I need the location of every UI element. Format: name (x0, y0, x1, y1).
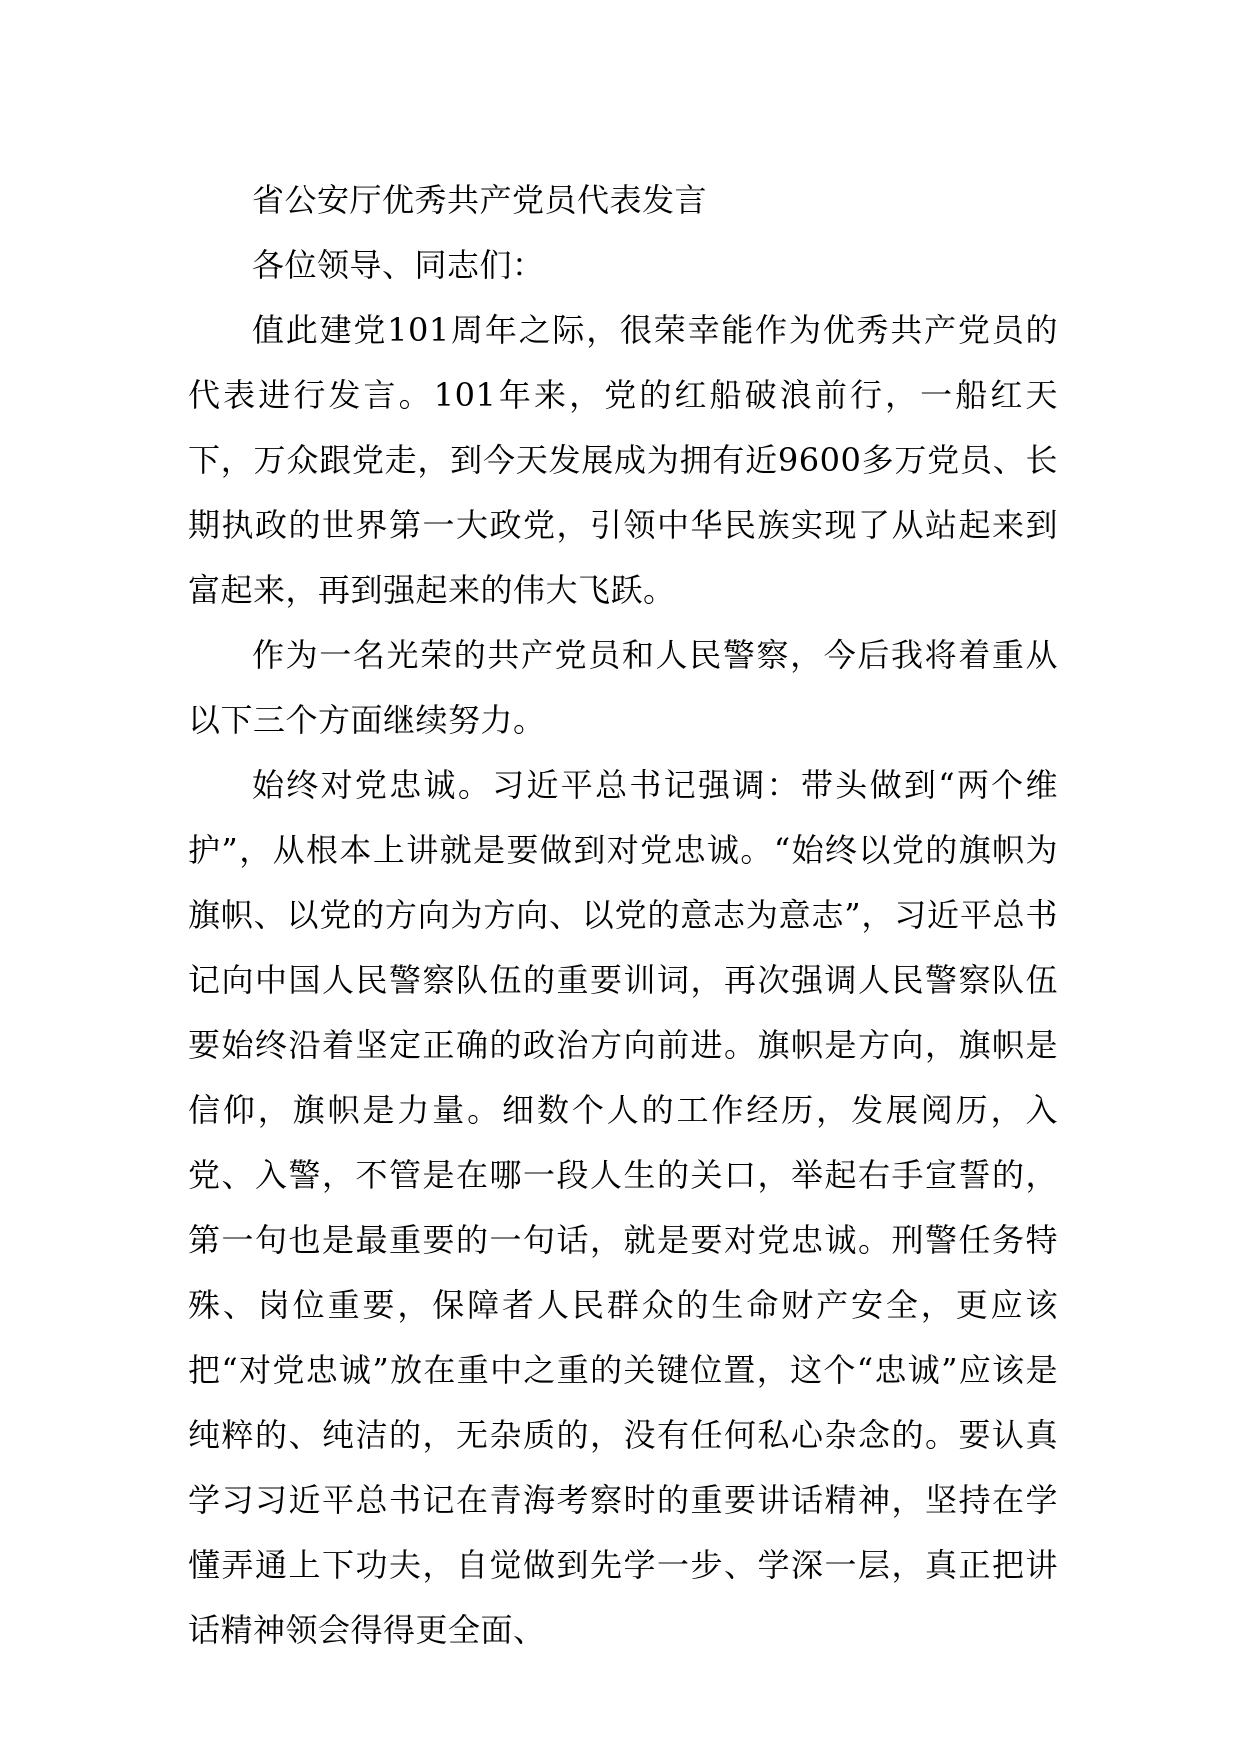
paragraph-loyalty: 始终对党忠诚。习近平总书记强调：带头做到“两个维护”，从根本上讲就是要做到对党忠诚。“始终以党的旗帜为旗帜、以党的方向为方向、以党的意志为意志”，习近平总书记向中国人民警察队伍的重要训词，再次强调人民警察队伍要始终沿着坚定正确的政治方向前进。旗帜是方向，旗帜是信仰，旗帜是力量。细数个人的工作经历，发展阅历，入党、入警，不管是在哪一段人生的关口，举起右手宣誓的，第一句也是最重要的一句话，就是要对党忠诚。刑警任务特殊、岗位重要，保障者人民群众的生命财产安全，更应该把“对党忠诚”放在重中之重的关键位置，这个“忠诚”应该是纯粹的、纯洁的，无杂质的，没有任何私心杂念的。要认真学习习近平总书记在青海考察时的重要讲话精神，坚持在学懂弄通上下功夫，自觉做到先学一步、学深一层，真正把讲话精神领会得得更全面、 (188, 766, 1058, 1649)
paragraph-intent: 作为一名光荣的共产党员和人民警察，今后我将着重从以下三个方面继续努力。 (188, 636, 1058, 739)
salutation: 各位领导、同志们： (252, 246, 545, 284)
paragraph-opening: 值此建党101周年之际，很荣幸能作为优秀共产党员的代表进行发言。101年来，党的红船破浪前行，一船红天下，万众跟党走，到今天发展成为拥有近9600多万党员、长期执政的世界第一大政党，引领中华民族实现了从站起来到富起来，再到强起来的伟大飞跃。 (188, 311, 1058, 609)
document-body (188, 168, 1058, 1663)
document-title: 省公安厅优秀共产党员代表发言 (252, 181, 708, 219)
